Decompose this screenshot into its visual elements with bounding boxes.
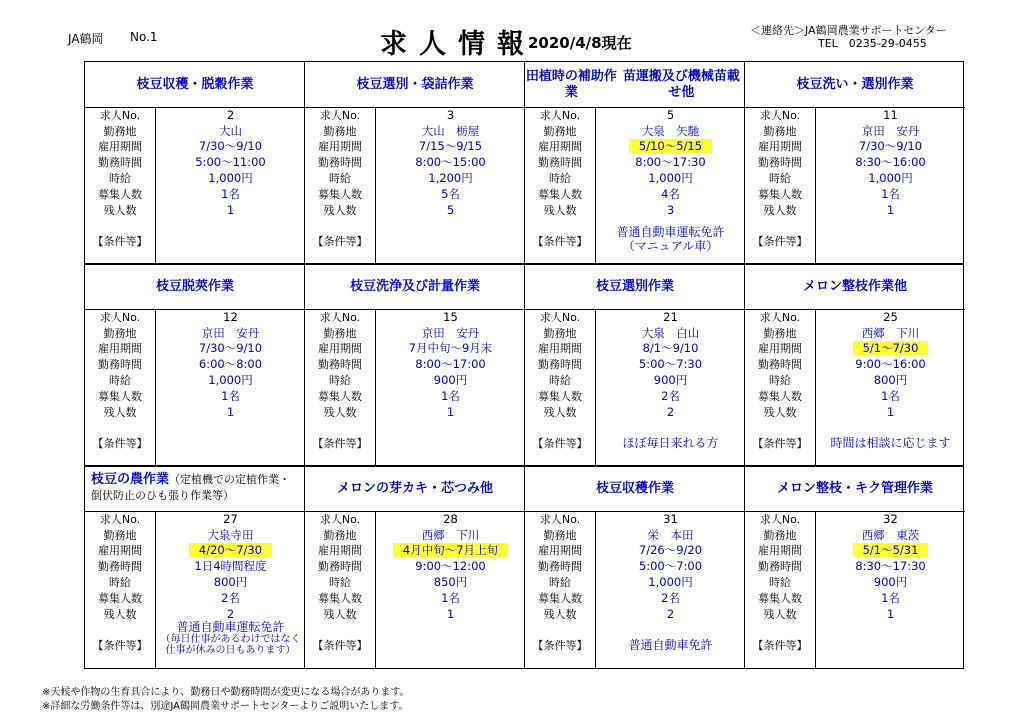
value-remain: 3 (666, 203, 675, 217)
label-place: 勤務地 (763, 327, 797, 340)
value-recruit: 1名 (881, 591, 900, 605)
cond-text-2: （マニュアル車） (622, 239, 719, 253)
label-cond: 【条件等】 (752, 639, 808, 652)
label-hours: 勤務時間 (98, 156, 142, 169)
value-cond (156, 620, 305, 656)
job-card-3 (305, 62, 525, 264)
value-hours: 8:00～15:00 (415, 155, 486, 169)
value-hours: 8:00～17:30 (635, 155, 706, 169)
label-remain: 残人数 (323, 204, 357, 217)
job-title-text: 枝豆脱莢作業 (155, 278, 234, 294)
label-cond: 【条件等】 (752, 437, 808, 450)
job-card-25 (745, 264, 965, 466)
label-wage: 時給 (329, 172, 351, 185)
label-remain: 残人数 (323, 608, 357, 621)
label-hours: 勤務時間 (538, 156, 582, 169)
job-card-11 (745, 62, 965, 264)
as-of-date: 2020/4/8現在 (528, 34, 632, 52)
value-cond (596, 436, 745, 450)
row-divider (85, 263, 963, 265)
value-place: 大山 栃屋 (421, 124, 480, 138)
job-values (596, 310, 745, 466)
job-title-text: メロン整枝・キク管理作業 (776, 480, 933, 496)
value-wage: 1,000円 (208, 171, 253, 185)
job-labels (745, 512, 816, 668)
value-wage: 800円 (213, 575, 248, 589)
job-title-text: 枝豆洗い・選別作業 (796, 76, 914, 92)
label-cond: 【条件等】 (92, 639, 148, 652)
value-no: 11 (883, 108, 898, 122)
value-period: 7/15～9/15 (418, 139, 483, 153)
job-title (305, 264, 525, 310)
job-card-21 (525, 264, 745, 466)
value-hours: 6:00～8:00 (198, 357, 263, 371)
cond-text: 普通自動車運転免許 (616, 225, 725, 239)
value-remain: 5 (446, 203, 455, 217)
label-period: 雇用期間 (758, 140, 802, 153)
label-remain: 残人数 (543, 204, 577, 217)
label-place: 勤務地 (763, 125, 797, 138)
job-title (525, 62, 745, 108)
value-wage: 1,000円 (208, 373, 253, 387)
period-highlight: 4/20～7/30 (189, 543, 272, 557)
job-labels (305, 310, 376, 466)
cond-note: （毎日仕事があるわけではなく仕事が休みの日もあります） (160, 634, 301, 656)
label-recruit: 募集人数 (318, 188, 362, 201)
column-divider (744, 62, 745, 668)
job-card-27 (85, 466, 305, 668)
label-period: 雇用期間 (98, 342, 142, 355)
label-period: 雇用期間 (758, 544, 802, 557)
value-wage: 1,000円 (648, 575, 693, 589)
label-period: 雇用期間 (98, 140, 142, 153)
job-card-15 (305, 264, 525, 466)
value-no: 25 (883, 310, 898, 324)
value-place: 京田 安丹 (201, 326, 260, 340)
label-recruit: 募集人数 (538, 188, 582, 201)
value-no: 15 (443, 310, 458, 324)
label-wage: 時給 (109, 374, 131, 387)
label-remain: 残人数 (763, 608, 797, 621)
label-period: 雇用期間 (758, 342, 802, 355)
job-title-text: メロン整枝作業他 (802, 278, 907, 294)
value-remain: 1 (886, 607, 895, 621)
label-recruit: 募集人数 (318, 390, 362, 403)
job-title-text: 枝豆選別・袋詰作業 (356, 76, 474, 92)
job-title-text: 枝豆選別作業 (595, 278, 674, 294)
job-labels (85, 310, 156, 466)
job-values (596, 108, 745, 264)
job-title (745, 264, 965, 310)
label-place: 勤務地 (543, 327, 577, 340)
value-cond (816, 436, 965, 450)
cond-text: 普通自動車運転免許 (176, 620, 285, 634)
job-card-28 (305, 466, 525, 668)
job-title (525, 264, 745, 310)
label-cond: 【条件等】 (532, 437, 588, 450)
value-period: 7/30～9/10 (198, 341, 263, 355)
job-title-text: 枝豆洗浄及び計量作業 (349, 278, 480, 294)
job-title (85, 62, 305, 108)
value-remain: 1 (226, 203, 235, 217)
value-period: 8/1～9/10 (642, 341, 699, 355)
value-wage: 900円 (873, 575, 908, 589)
label-cond: 【条件等】 (752, 235, 808, 248)
label-recruit: 募集人数 (538, 390, 582, 403)
value-place: 西郷 下川 (421, 528, 480, 542)
value-period: 7/30～9/10 (198, 139, 263, 153)
label-place: 勤務地 (323, 529, 357, 542)
contact-block (750, 24, 947, 50)
job-title (85, 264, 305, 310)
value-period (816, 341, 965, 356)
value-hours: 5:00～7:00 (638, 559, 703, 573)
job-labels (85, 108, 156, 264)
label-recruit: 募集人数 (538, 592, 582, 605)
value-cond (596, 638, 745, 652)
value-place: 大山 (219, 124, 242, 138)
value-no: 3 (446, 108, 455, 122)
value-period: 7月中旬～9月末 (408, 341, 493, 355)
value-wage: 1,200円 (428, 171, 473, 185)
label-no: 求人No. (539, 513, 581, 526)
job-title (305, 466, 525, 512)
value-hours: 9:00～12:00 (415, 559, 486, 573)
job-card-31 (525, 466, 745, 668)
value-no: 5 (666, 108, 675, 122)
value-hours: 5:00～7:30 (638, 357, 703, 371)
job-title-text: 枝豆収穫作業 (595, 480, 674, 496)
label-remain: 残人数 (103, 204, 137, 217)
value-recruit: 5名 (441, 187, 460, 201)
job-title (525, 466, 745, 512)
cond-text: 普通自動車免許 (628, 638, 713, 652)
job-title-text: 枝豆収穫・脱穀作業 (136, 76, 254, 92)
job-table (84, 61, 964, 669)
value-place: 栄 本田 (647, 528, 694, 542)
value-place: 大泉 白山 (641, 326, 700, 340)
label-place: 勤務地 (323, 327, 357, 340)
label-remain: 残人数 (543, 608, 577, 621)
value-recruit: 1名 (881, 187, 900, 201)
label-period: 雇用期間 (318, 342, 362, 355)
job-title (85, 466, 305, 512)
value-recruit: 2名 (221, 591, 240, 605)
label-period: 雇用期間 (538, 544, 582, 557)
label-hours: 勤務時間 (758, 358, 802, 371)
value-no: 2 (226, 108, 235, 122)
sheet-number: No.1 (130, 30, 158, 44)
job-title-text: 田植時の補助作業 (525, 68, 617, 100)
label-period: 雇用期間 (98, 544, 142, 557)
label-cond: 【条件等】 (532, 235, 588, 248)
label-period: 雇用期間 (318, 544, 362, 557)
label-place: 勤務地 (543, 529, 577, 542)
label-place: 勤務地 (103, 327, 137, 340)
label-hours: 勤務時間 (318, 156, 362, 169)
label-wage: 時給 (549, 576, 571, 589)
job-values (156, 108, 305, 264)
contact-tel: TEL 0235-29-0455 (818, 37, 927, 50)
label-remain: 残人数 (763, 204, 797, 217)
job-title-note: （定植機での定植作業・倒伏防止のひも張り作業等） (91, 473, 291, 502)
value-period (156, 543, 305, 558)
label-place: 勤務地 (543, 125, 577, 138)
label-place: 勤務地 (103, 125, 137, 138)
value-recruit: 4名 (661, 187, 680, 201)
contact-label: ＜連絡先＞JA鶴岡農業サポートセンター (750, 24, 947, 37)
label-no: 求人No. (759, 513, 801, 526)
page-title: 求人情報 (380, 29, 536, 60)
job-values (816, 108, 965, 264)
value-hours: 9:00～16:00 (855, 357, 926, 371)
label-hours: 勤務時間 (538, 358, 582, 371)
value-period: 7/30～9/10 (858, 139, 923, 153)
label-no: 求人No. (319, 513, 361, 526)
label-place: 勤務地 (323, 125, 357, 138)
value-period (376, 543, 525, 558)
value-wage: 1,000円 (648, 171, 693, 185)
label-no: 求人No. (99, 513, 141, 526)
label-period: 雇用期間 (538, 140, 582, 153)
column-divider (524, 62, 525, 668)
period-highlight: 5/10～5/15 (629, 139, 712, 153)
job-values (816, 512, 965, 668)
label-no: 求人No. (99, 109, 141, 122)
value-recruit: 1名 (881, 389, 900, 403)
value-no: 32 (883, 512, 898, 526)
label-hours: 勤務時間 (98, 560, 142, 573)
value-hours: 8:30～16:00 (855, 155, 926, 169)
job-values (376, 512, 525, 668)
job-labels (745, 310, 816, 466)
value-no: 12 (223, 310, 238, 324)
label-hours: 勤務時間 (98, 358, 142, 371)
label-wage: 時給 (769, 576, 791, 589)
label-cond: 【条件等】 (312, 639, 368, 652)
label-hours: 勤務時間 (758, 560, 802, 573)
value-recruit: 1名 (221, 389, 240, 403)
period-highlight: 4月中旬～7月上旬 (393, 543, 508, 557)
job-labels (745, 108, 816, 264)
label-recruit: 募集人数 (758, 188, 802, 201)
job-labels (305, 108, 376, 264)
label-cond: 【条件等】 (312, 235, 368, 248)
label-recruit: 募集人数 (98, 592, 142, 605)
cond-text: 時間は相談に応じます (830, 436, 951, 450)
value-recruit: 1名 (441, 591, 460, 605)
value-hours: 5:00～11:00 (195, 155, 266, 169)
value-place: 大泉寺田 (207, 528, 254, 542)
column-divider (304, 62, 305, 668)
job-title-text: メロンの芽カキ・芯つみ他 (336, 480, 493, 496)
job-card-5 (525, 62, 745, 264)
job-values (156, 310, 305, 466)
label-wage: 時給 (329, 576, 351, 589)
label-wage: 時給 (549, 374, 571, 387)
value-wage: 900円 (653, 373, 688, 387)
value-no: 28 (443, 512, 458, 526)
value-place: 大泉 矢馳 (641, 124, 700, 138)
footnote-1: ※天候や作物の生育具合により、勤務日や勤務時間が変更になる場合があります。 (42, 687, 410, 698)
value-hours: 1日4時間程度 (194, 559, 267, 573)
label-recruit: 募集人数 (758, 592, 802, 605)
label-wage: 時給 (769, 374, 791, 387)
footnote-2: ※詳細な労働条件等は、別途JA鶴岡農業サポートセンターよりご説明いたします。 (42, 701, 409, 712)
value-remain: 1 (446, 607, 455, 621)
value-period: 7/26～9/20 (638, 543, 703, 557)
value-remain: 2 (226, 607, 235, 621)
period-highlight: 5/1～7/30 (853, 341, 929, 355)
job-labels (525, 108, 596, 264)
job-title (745, 62, 965, 108)
label-remain: 残人数 (543, 406, 577, 419)
cond-text: ほぼ毎日来れる方 (622, 436, 719, 450)
label-wage: 時給 (549, 172, 571, 185)
label-remain: 残人数 (103, 406, 137, 419)
label-recruit: 募集人数 (758, 390, 802, 403)
job-card-12 (85, 264, 305, 466)
job-values (376, 310, 525, 466)
label-remain: 残人数 (763, 406, 797, 419)
label-no: 求人No. (319, 311, 361, 324)
label-remain: 残人数 (323, 406, 357, 419)
job-title (745, 466, 965, 512)
label-recruit: 募集人数 (98, 390, 142, 403)
label-hours: 勤務時間 (758, 156, 802, 169)
label-place: 勤務地 (103, 529, 137, 542)
value-hours: 8:30～17:30 (855, 559, 926, 573)
job-title-text: 枝豆の農作業 (91, 472, 170, 487)
label-recruit: 募集人数 (98, 188, 142, 201)
label-cond: 【条件等】 (312, 437, 368, 450)
value-place: 西郷 下川 (861, 326, 920, 340)
value-no: 27 (223, 512, 238, 526)
value-recruit: 1名 (221, 187, 240, 201)
value-period (596, 139, 745, 154)
value-wage: 800円 (873, 373, 908, 387)
value-wage: 850円 (433, 575, 468, 589)
label-no: 求人No. (319, 109, 361, 122)
value-remain: 1 (886, 203, 895, 217)
label-no: 求人No. (759, 311, 801, 324)
label-hours: 勤務時間 (538, 560, 582, 573)
label-cond: 【条件等】 (92, 235, 148, 248)
label-recruit: 募集人数 (318, 592, 362, 605)
job-labels (525, 310, 596, 466)
value-recruit: 2名 (661, 389, 680, 403)
label-cond: 【条件等】 (532, 639, 588, 652)
value-hours: 8:00～17:00 (415, 357, 486, 371)
label-no: 求人No. (759, 109, 801, 122)
value-no: 21 (663, 310, 678, 324)
value-no: 31 (663, 512, 678, 526)
value-recruit: 2名 (661, 591, 680, 605)
value-remain: 2 (666, 405, 675, 419)
row-divider (85, 465, 963, 467)
value-remain: 1 (446, 405, 455, 419)
label-no: 求人No. (539, 311, 581, 324)
job-card-32 (745, 466, 965, 668)
label-hours: 勤務時間 (318, 560, 362, 573)
label-period: 雇用期間 (318, 140, 362, 153)
label-cond: 【条件等】 (92, 437, 148, 450)
value-wage: 1,000円 (868, 171, 913, 185)
job-card-2 (85, 62, 305, 264)
job-title-line2: 苗運搬及び機械苗載せ他 (622, 68, 740, 100)
value-place: 京田 安丹 (421, 326, 480, 340)
label-wage: 時給 (769, 172, 791, 185)
value-cond (596, 225, 745, 253)
job-values (816, 310, 965, 466)
label-remain: 残人数 (103, 608, 137, 621)
job-labels (85, 512, 156, 668)
label-wage: 時給 (109, 172, 131, 185)
job-values (156, 512, 305, 668)
label-place: 勤務地 (763, 529, 797, 542)
job-values (376, 108, 525, 264)
label-no: 求人No. (99, 311, 141, 324)
job-labels (305, 512, 376, 668)
value-remain: 1 (226, 405, 235, 419)
value-remain: 1 (886, 405, 895, 419)
value-recruit: 1名 (441, 389, 460, 403)
label-wage: 時給 (109, 576, 131, 589)
label-hours: 勤務時間 (318, 358, 362, 371)
value-wage: 900円 (433, 373, 468, 387)
job-labels (525, 512, 596, 668)
value-remain: 2 (666, 607, 675, 621)
value-place: 西郷 東茨 (861, 528, 920, 542)
job-values (596, 512, 745, 668)
value-period (816, 543, 965, 558)
label-wage: 時給 (329, 374, 351, 387)
job-title (305, 62, 525, 108)
org-name: JA鶴岡 (68, 32, 104, 46)
label-period: 雇用期間 (538, 342, 582, 355)
period-highlight: 5/1～5/31 (853, 543, 929, 557)
value-place: 京田 安丹 (861, 124, 920, 138)
label-no: 求人No. (539, 109, 581, 122)
